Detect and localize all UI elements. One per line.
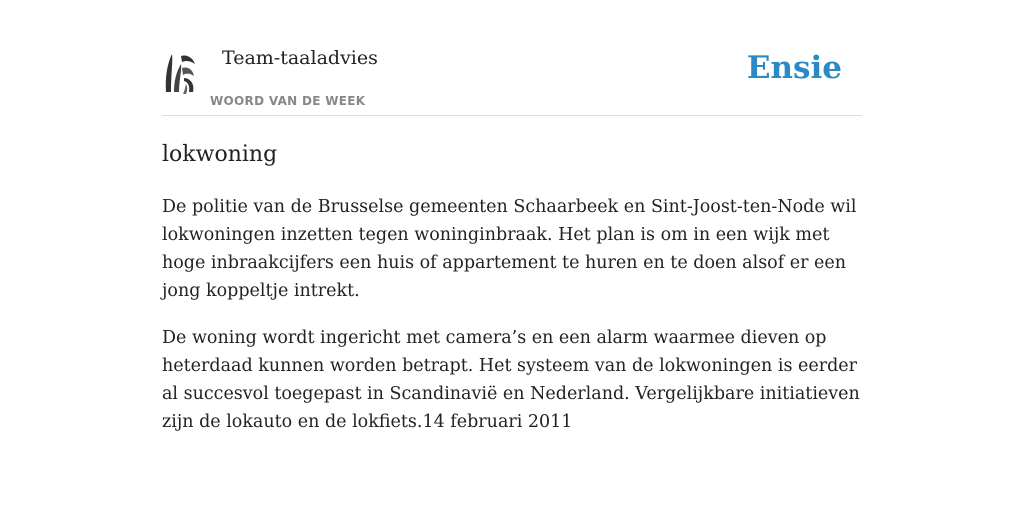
article-date: 14 februari 2011 xyxy=(422,412,573,432)
article-paragraph: De politie van de Brusselse gemeenten Schaarbeek en Sint-Joost-ten-Node wil lokwoningen inzetten tegen woninginbraak. Het plan is om in een wijk met hoge inbraakcijfers een huis of appartement te huren en te doen alsof er een jong koppeltje intrekt. xyxy=(162,197,857,301)
article-paragraph xyxy=(162,324,862,436)
category-label: WOORD VAN DE WEEK xyxy=(210,94,366,108)
source-name[interactable]: Team-taaladvies xyxy=(222,47,378,69)
brand-logo[interactable]: Ensie xyxy=(746,50,842,86)
article-paragraph-text: De woning wordt ingericht met camera’s en een alarm waarmee dieven op heterdaad kunnen worden betrapt. Het systeem van de lokwoningen is eerder al succesvol toegepast in Scandinavië en Nederland. Vergelijkbare initiatieven zijn de lokauto en de lokfiets. xyxy=(162,328,860,432)
article-title: lokwoning xyxy=(162,142,278,167)
article-header xyxy=(162,40,862,116)
article-card xyxy=(162,40,862,436)
flemish-lion-logo-icon xyxy=(162,48,198,96)
